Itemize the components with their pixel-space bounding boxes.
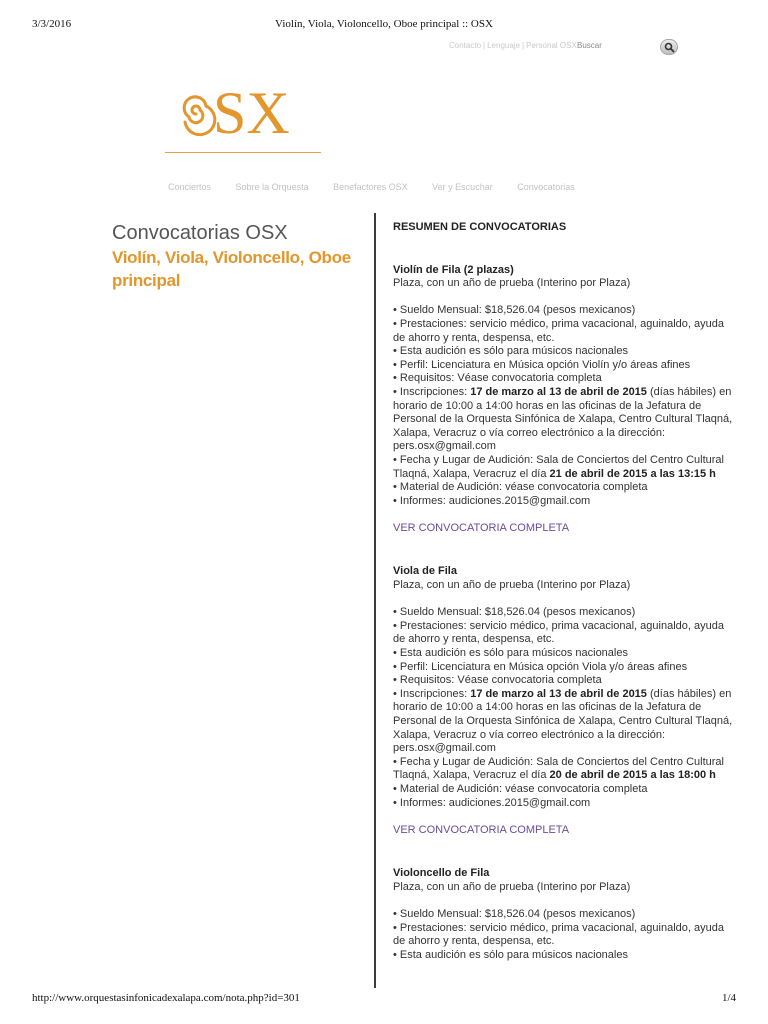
logo-divider	[165, 152, 321, 153]
detail-material: • Material de Audición: véase convocatoria completa	[393, 782, 648, 795]
logo-text: SX	[213, 80, 290, 144]
top-link-personal[interactable]: Personal OSX	[526, 41, 577, 50]
nav-item-ver-y-escuchar[interactable]: Ver y Escuchar	[432, 182, 493, 192]
detail-material: • Material de Audición: véase convocatoria completa	[393, 481, 648, 494]
detail-nacionales: • Esta audición es sólo para músicos nacionales	[393, 948, 628, 961]
ver-convocatoria-link[interactable]: VER CONVOCATORIA COMPLETA	[393, 823, 570, 836]
main-nav	[168, 182, 597, 192]
search-label[interactable]: Buscar	[577, 41, 602, 50]
detail-fecha-audicion: • Fecha y Lugar de Audición: Sala de Conciertos del Centro Cultural Tlaqná, Xalapa, Veracruz el día 20 de abril de 2015 a las 18:00 h	[393, 755, 724, 782]
detail-sueldo: • Sueldo Mensual: $18,526.04 (pesos mexicanos)	[393, 304, 636, 317]
page-subheading: Violín, Viola, Violoncello, Oboe principal	[112, 248, 351, 290]
detail-informes: • Informes: audiciones.2015@gmail.com	[393, 796, 591, 809]
detail-inscripciones: • Inscripciones: 17 de marzo al 13 de abril de 2015 (días hábiles) en horario de 10:00 a 14:00 horas en las oficinas de la Jefatura de Personal de la Orquesta Sinfónica de Xalapa, Centro Cultural Tlaqná, Xalapa, Veracruz o vía correo electrónico a la dirección: pers.osx@gmail.com	[393, 687, 733, 755]
detail-perfil: • Perfil: Licenciatura en Música opción Violín y/o áreas afines	[393, 358, 691, 371]
detail-nacionales: • Esta audición es sólo para músicos nacionales	[393, 345, 628, 358]
print-footer	[0, 992, 768, 1006]
page-heading: Convocatorias OSX	[112, 222, 288, 244]
convocatoria-viola	[393, 565, 738, 837]
print-url: http://www.orquestasinfonicadexalapa.com/nota.php?id=301	[32, 992, 300, 1004]
detail-nacionales: • Esta audición es sólo para músicos nacionales	[393, 647, 628, 660]
print-date: 3/3/2016	[32, 18, 72, 30]
ver-convocatoria-link[interactable]: VER CONVOCATORIA COMPLETA	[393, 521, 570, 534]
detail-perfil: • Perfil: Licenciatura en Música opción Viola y/o áreas afines	[393, 660, 688, 673]
nav-item-conciertos[interactable]: Conciertos	[168, 182, 212, 192]
column-divider	[374, 213, 376, 988]
search-icon	[664, 42, 675, 53]
section-subtitle: Plaza, con un año de prueba (Interino por Plaza)	[393, 579, 631, 592]
detail-requisitos: • Requisitos: Véase convocatoria completa	[393, 674, 602, 687]
nav-item-sobre-la-orquesta[interactable]: Sobre la Orquesta	[235, 182, 309, 192]
section-title: Violoncello de Fila	[393, 867, 490, 880]
section-title: Viola de Fila	[393, 565, 457, 578]
nav-item-convocatorias[interactable]: Convocatorias	[517, 182, 575, 192]
detail-prestaciones: • Prestaciones: servicio médico, prima vacacional, aguinaldo, ayuda de ahorro y renta, despensa, etc.	[393, 921, 724, 948]
top-link-contacto[interactable]: Contacto	[449, 41, 482, 50]
print-page-number: 1/4	[721, 992, 736, 1004]
nav-item-benefactores[interactable]: Benefactores OSX	[333, 182, 408, 192]
top-link-lenguaje[interactable]: Lenguaje	[487, 41, 521, 50]
detail-informes: • Informes: audiciones.2015@gmail.com	[393, 494, 591, 507]
print-page-title: Violín, Viola, Violoncello, Oboe principal :: OSX	[275, 18, 493, 30]
detail-prestaciones: • Prestaciones: servicio médico, prima vacacional, aguinaldo, ayuda de ahorro y renta, despensa, etc.	[393, 619, 724, 646]
detail-requisitos: • Requisitos: Véase convocatoria completa	[393, 372, 602, 385]
detail-inscripciones: • Inscripciones: 17 de marzo al 13 de abril de 2015 (días hábiles) en horario de 10:00 a 14:00 horas en las oficinas de la Jefatura de Personal de la Orquesta Sinfónica de Xalapa, Centro Cultural Tlaqná, Xalapa, Veracruz o vía correo electrónico a la dirección: pers.osx@gmail.com	[393, 385, 733, 453]
detail-sueldo: • Sueldo Mensual: $18,526.04 (pesos mexicanos)	[393, 606, 636, 619]
top-utility-links: Contacto | Lenguaje | Personal OSX	[449, 41, 577, 50]
section-title: Violín de Fila (2 plazas)	[393, 263, 514, 276]
detail-sueldo: • Sueldo Mensual: $18,526.04 (pesos mexicanos)	[393, 908, 636, 921]
print-header	[0, 18, 768, 32]
section-subtitle: Plaza, con un año de prueba (Interino por Plaza)	[393, 880, 631, 893]
search-button[interactable]	[660, 39, 678, 55]
detail-prestaciones: • Prestaciones: servicio médico, prima vacacional, aguinaldo, ayuda de ahorro y renta, despensa, etc.	[393, 317, 724, 344]
section-subtitle: Plaza, con un año de prueba (Interino por Plaza)	[393, 277, 631, 290]
detail-fecha-audicion: • Fecha y Lugar de Audición: Sala de Conciertos del Centro Cultural Tlaqná, Xalapa, Veracruz el día 21 de abril de 2015 a las 13:15 h	[393, 453, 724, 480]
convocatoria-violin	[393, 264, 738, 536]
spiral-logo-mark	[184, 97, 215, 135]
osx-logo[interactable]	[163, 74, 323, 144]
convocatoria-violoncello	[393, 867, 738, 962]
convocatorias-content	[393, 221, 738, 993]
summary-title: RESUMEN DE CONVOCATORIAS	[393, 221, 567, 233]
